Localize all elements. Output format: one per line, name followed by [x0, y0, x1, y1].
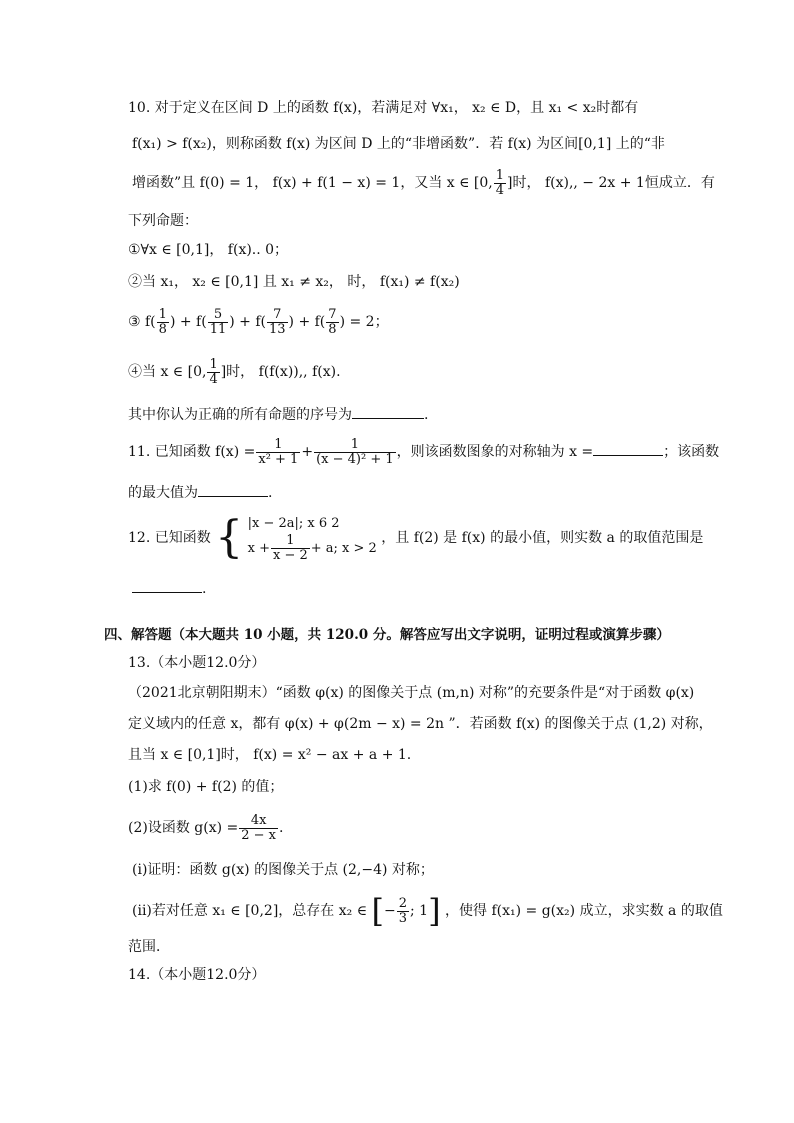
p10-line2: f(x₁) > f(x₂)，则称函数 f(x) 为区间 D 上的“非增函数”．若 f(x) 为区间[0,1] 上的“非: [132, 136, 665, 152]
p13-line1: （2021北京朝阳期末）“函数 φ(x) 的图像关于点 (m,n) 对称”的充要条件是“对于函数 φ(x): [128, 685, 695, 701]
frac-den: 8: [328, 321, 337, 337]
p12-end: .: [202, 581, 207, 597]
frac-den: 3: [398, 910, 408, 926]
frac-den: x − 2: [272, 547, 308, 563]
frac-den: (x − 4)² + 1: [316, 451, 394, 467]
frac-den: 8: [158, 321, 167, 337]
frac-num: 4x: [250, 812, 267, 828]
p11-text: 11. 已知函数 f(x) =: [128, 444, 256, 460]
item3-frac2: [208, 308, 229, 337]
p11-end: .: [268, 485, 273, 501]
item3-frac3: [267, 308, 288, 337]
p11-text: 的最大值为: [128, 485, 198, 501]
p13-text: (ii)若对任意 x₁ ∈ [0,2]，总存在 x₂ ∈: [132, 903, 368, 919]
question-text: 其中你认为正确的所有命题的序号为: [128, 407, 352, 423]
p14-header: 14.（本小题12.0分）: [128, 967, 266, 983]
answer-blank: [352, 404, 424, 419]
answer-blank: [593, 441, 663, 456]
p12-text: ，且 f(2) 是 f(x) 的最小值，则实数 a 的取值范围是: [381, 530, 704, 546]
frac-den: 4: [495, 182, 505, 198]
p13-line2: 定义域内的任意 x，都有 φ(x) + φ(2m − x) = 2n ”．若函数 f(x) 的图像关于点 (1,2) 对称，: [128, 716, 713, 732]
p11-line2: [128, 482, 272, 503]
piece2-frac: [271, 534, 310, 563]
frac-num: 7: [273, 306, 282, 322]
frac-den: 13: [268, 321, 286, 337]
p13-ii-frac: [397, 897, 409, 926]
item3-text: ③ f(: [128, 314, 156, 330]
piece-case-1: |x − 2a|; x 6 2: [247, 515, 340, 531]
p10-item4: [128, 354, 341, 390]
p11-plus: +: [301, 444, 314, 460]
p10-item1: ①∀x ∈ [0,1]， f(x).. 0；: [128, 242, 289, 258]
frac-den: 11: [209, 321, 227, 337]
interval-end: ; 1: [410, 903, 429, 919]
p11-line1: [128, 432, 719, 472]
frac-num: 1: [495, 167, 505, 183]
frac-num: 5: [213, 306, 223, 322]
item3-text: ) = 2；: [339, 314, 389, 330]
frac-den: 4: [209, 371, 218, 387]
p10-item2: ②当 x₁， x₂ ∈ [0,1] 且 x₁ ≠ x₂， 时， f(x₁) ≠ f(x₂): [128, 274, 460, 290]
p13-text: (2)设函数 g(x) =: [128, 820, 239, 836]
p13-text: .: [279, 820, 284, 836]
piecewise-brace: {: [215, 512, 244, 563]
p12-line2: [132, 578, 206, 599]
item3-text: ) + f(: [169, 314, 207, 330]
section-title: 四、解答题（本大题共 10 小题，共 120.0 分。解答应写出文字说明，证明过程或演算步骤）: [104, 627, 670, 643]
piece2-text: + a; x > 2: [310, 540, 377, 556]
frac-den: 2 − x: [241, 827, 277, 843]
item3-frac1: [157, 308, 169, 337]
answer-blank: [132, 578, 202, 593]
piece-case-2: [248, 534, 377, 563]
frac-num: 7: [328, 306, 337, 322]
item4-text: ④当 x ∈ [0,: [128, 364, 207, 380]
frac-num: 1: [350, 436, 359, 452]
item4-frac: [207, 358, 219, 387]
p10-line3-post: ]时， f(x),, − 2x + 1恒成立．有: [507, 175, 715, 191]
p10-line3: [132, 166, 715, 200]
p10-line4: 下列命题：: [128, 213, 198, 229]
frac-num: 1: [158, 306, 167, 322]
bracket-right: ]: [428, 892, 441, 930]
bracket-left: [: [371, 892, 384, 930]
p13-part2i: (i)证明：函数 g(x) 的图像关于点 (2,−4) 对称；: [132, 862, 434, 878]
p13-frac: [239, 814, 278, 843]
frac-num: 1: [286, 532, 295, 548]
p12-line1: [128, 512, 703, 564]
piece2-text: x +: [247, 540, 270, 556]
p10-question: [128, 404, 428, 425]
p13-part1: (1)求 f(0) + f(2) 的值；: [128, 779, 284, 795]
p11-text: ；该函数: [663, 444, 720, 460]
minus-sign: −: [384, 903, 396, 919]
answer-blank: [198, 482, 268, 497]
item3-text: ) + f(: [229, 314, 266, 330]
p12-text: 12. 已知函数: [128, 530, 211, 546]
p13-line3: 且当 x ∈ [0,1]时， f(x) = x² − ax + a + 1.: [128, 747, 412, 763]
p11-frac2: [314, 438, 396, 467]
frac-den: x² + 1: [258, 451, 299, 467]
p10-line3-frac: [494, 169, 506, 198]
p13-part2ii-line2: 范围．: [128, 939, 170, 955]
question-end: .: [424, 407, 429, 423]
p13-part2: [128, 808, 283, 848]
piecewise-cases: [248, 514, 377, 563]
p10-line3-pre: 增函数”且 f(0) = 1， f(x) + f(1 − x) = 1，又当 x ∈ [0,: [132, 175, 493, 191]
p10-line1: 10. 对于定义在区间 D 上的函数 f(x)，若满足对 ∀x₁， x₂ ∈ D，且 x₁ < x₂时都有: [128, 100, 639, 116]
p13-text: ，使得 f(x₁) = g(x₂) 成立，求实数 a 的取值: [445, 903, 723, 919]
p10-item3: [128, 304, 389, 340]
item3-text: ) + f(: [288, 314, 326, 330]
item4-text: ]时， f(f(x)),, f(x).: [220, 364, 341, 380]
p11-text: ，则该函数图象的对称轴为 x =: [396, 444, 594, 460]
p13-part2ii: [132, 890, 723, 932]
frac-num: 2: [398, 895, 408, 911]
p13-header: 13.（本小题12.0分）: [128, 655, 266, 671]
frac-num: 1: [274, 436, 283, 452]
p11-frac1: [256, 438, 300, 467]
item3-frac4: [326, 308, 338, 337]
frac-num: 1: [209, 356, 218, 372]
